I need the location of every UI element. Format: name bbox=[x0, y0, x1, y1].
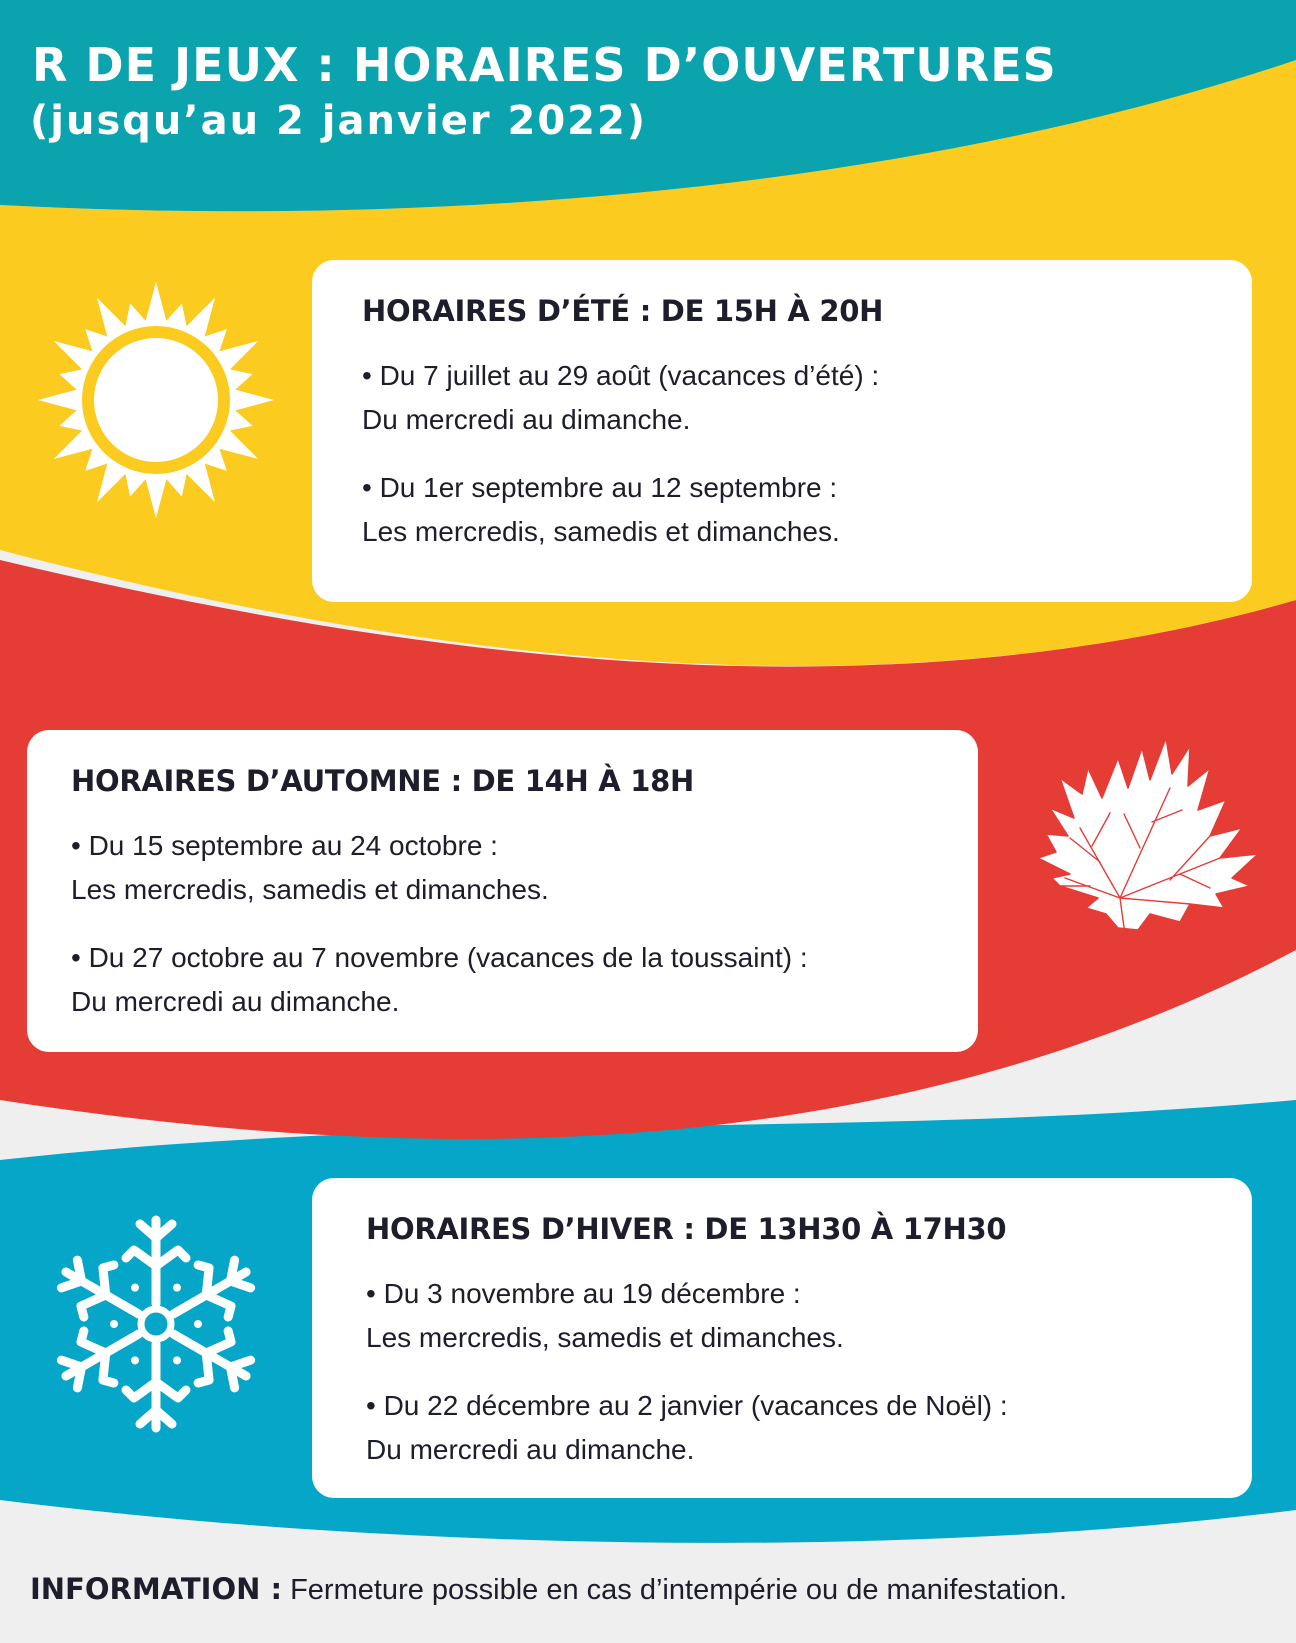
summer-entry-days: Les mercredis, samedis et dimanches. bbox=[362, 516, 840, 547]
winter-entry-dates: • Du 3 novembre au 19 décembre : bbox=[366, 1278, 801, 1309]
summer-entry-dates: • Du 7 juillet au 29 août (vacances d’été) : bbox=[362, 360, 880, 391]
autumn-entry-days: Les mercredis, samedis et dimanches. bbox=[71, 874, 549, 905]
winter-entry-days: Du mercredi au dimanche. bbox=[366, 1434, 695, 1465]
winter-entry-dates: • Du 22 décembre au 2 janvier (vacances de Noël) : bbox=[366, 1390, 1008, 1421]
autumn-card bbox=[27, 730, 978, 1052]
autumn-entry-dates: • Du 27 octobre au 7 novembre (vacances de la toussaint) : bbox=[71, 942, 808, 973]
summer-entry-days: Du mercredi au dimanche. bbox=[362, 404, 691, 435]
snowflake-icon bbox=[44, 1212, 268, 1436]
autumn-entry bbox=[71, 824, 978, 912]
summer-card bbox=[312, 260, 1252, 602]
winter-entry-days: Les mercredis, samedis et dimanches. bbox=[366, 1322, 844, 1353]
maple-leaf-icon bbox=[1020, 718, 1270, 958]
autumn-entry-dates: • Du 15 septembre au 24 octobre : bbox=[71, 830, 498, 861]
autumn-heading: HORAIRES D’AUTOMNE : DE 14H À 18H bbox=[71, 764, 694, 798]
autumn-entry bbox=[71, 936, 978, 1024]
summer-entry-dates: • Du 1er septembre au 12 septembre : bbox=[362, 472, 838, 503]
autumn-entry-days: Du mercredi au dimanche. bbox=[71, 986, 400, 1017]
page-title: R DE JEUX : HORAIRES D’OUVERTURES bbox=[32, 38, 1057, 92]
summer-entry bbox=[362, 466, 1252, 554]
info-label: INFORMATION : bbox=[30, 1572, 283, 1606]
winter-card bbox=[312, 1178, 1252, 1498]
sun-icon bbox=[36, 280, 276, 520]
winter-entry bbox=[366, 1384, 1252, 1472]
winter-heading: HORAIRES D’HIVER : DE 13H30 À 17H30 bbox=[366, 1212, 1007, 1246]
info-footer bbox=[30, 1572, 1067, 1607]
winter-entry bbox=[366, 1272, 1252, 1360]
summer-heading: HORAIRES D’ÉTÉ : DE 15H À 20H bbox=[362, 294, 884, 328]
page-subtitle: (jusqu’au 2 janvier 2022) bbox=[30, 98, 648, 144]
summer-entry bbox=[362, 354, 1252, 442]
info-text: Fermeture possible en cas d’intempérie ou de manifestation. bbox=[290, 1574, 1068, 1606]
